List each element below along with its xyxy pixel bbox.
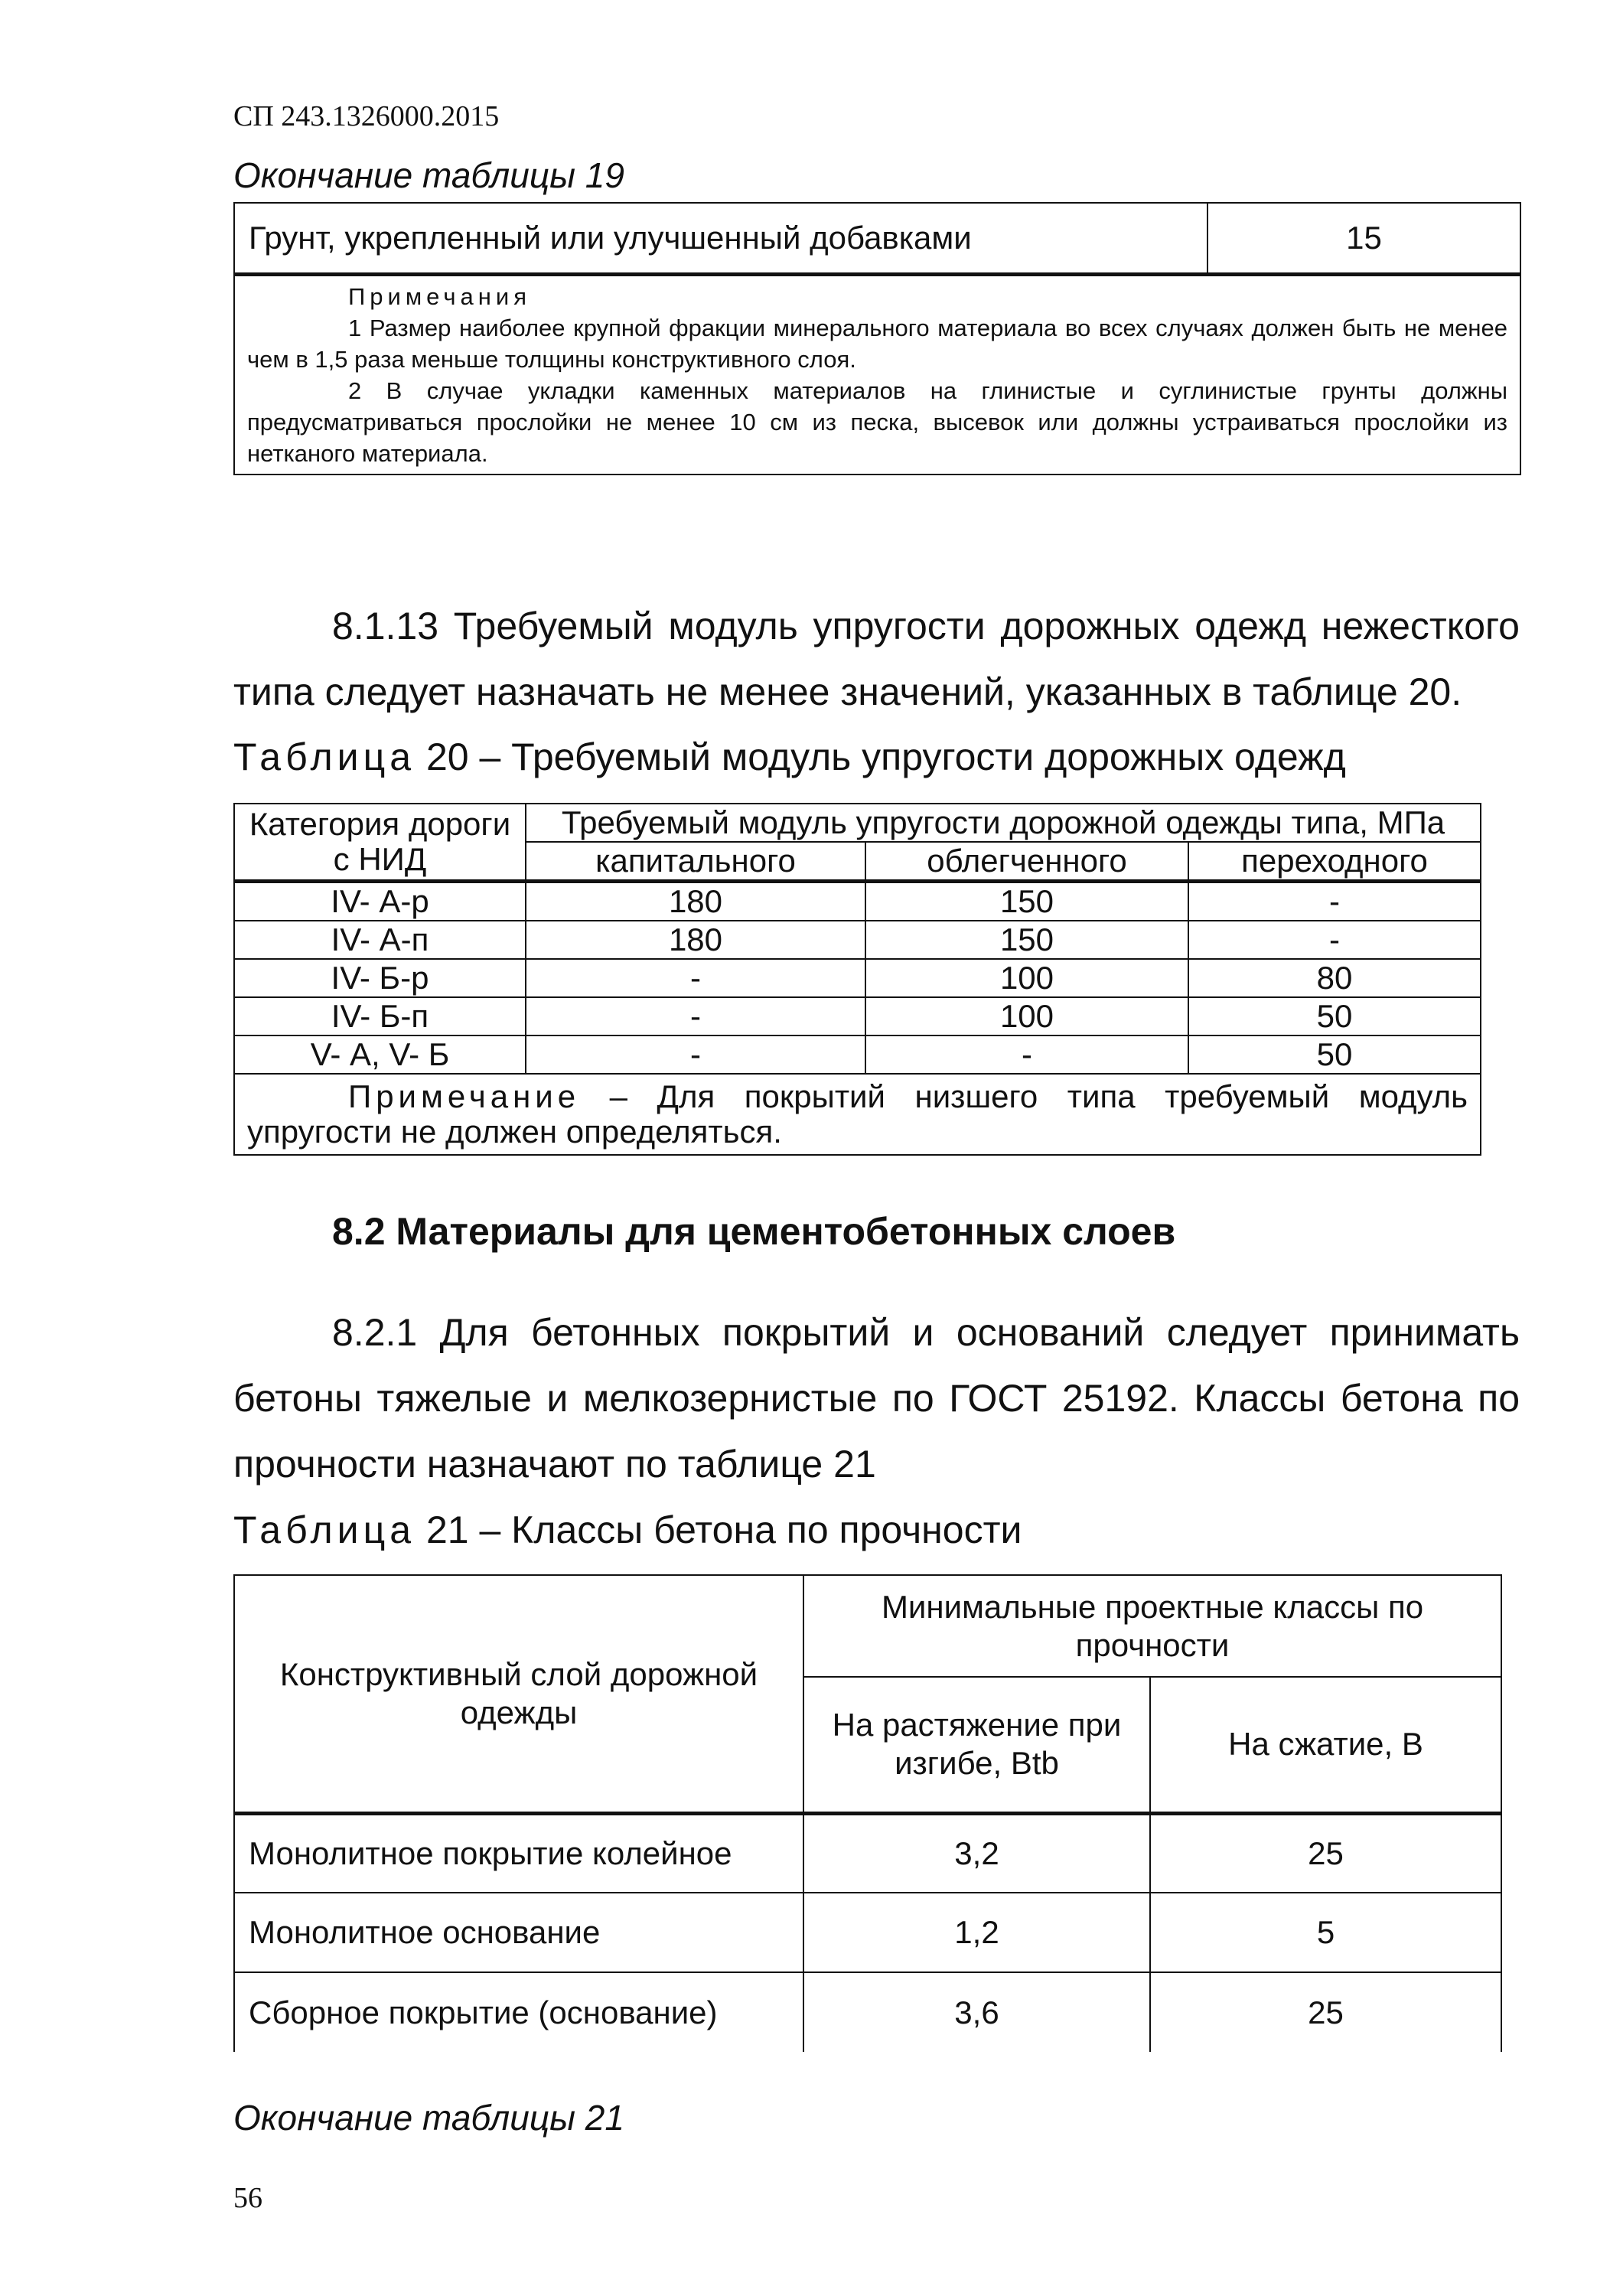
note-item: 1 Размер наиболее крупной фракции минерального материала во всех случаях должен быть не менее чем в 1,5 раза меньше толщины конструктивного слоя. (247, 314, 1507, 373)
table20-caption (233, 735, 1346, 779)
table-cell: 15 (1207, 203, 1520, 274)
page-number: 56 (233, 2182, 262, 2214)
header-group: Требуемый модуль упругости дорожной одежды типа, МПа (526, 804, 1481, 842)
table-note (234, 1074, 1481, 1155)
table-row (234, 882, 1481, 921)
table-row (234, 921, 1481, 959)
header-capital: капитального (526, 842, 865, 882)
section-heading: 8.2 Материалы для цементобетонных слоев (332, 1210, 1176, 1253)
table-cell: 50 (1188, 997, 1481, 1035)
table-cell: 150 (865, 882, 1188, 921)
table-cell: - (1188, 882, 1481, 921)
table-cell: 80 (1188, 959, 1481, 997)
note-item: 2 В случае укладки каменных материалов на глинистые и суглинистые грунты должны предусматриваться прослойки не менее 10 см из песка, высевок или должны устраиваться прослойки из нетканого материала. (247, 377, 1507, 467)
table-row (234, 1813, 1501, 1893)
caption-label: Таблица (233, 735, 416, 778)
table-20 (233, 803, 1481, 1156)
header-group: Минимальные проектные классы по прочности (803, 1575, 1501, 1677)
table-row (234, 997, 1481, 1035)
table-cell: V- А, V- Б (234, 1035, 526, 1074)
table-cell: - (526, 959, 865, 997)
caption-text: 21 – Классы бетона по прочности (416, 1508, 1022, 1551)
table-cell: 1,2 (803, 1893, 1150, 1972)
table-cell: IV- А-р (234, 882, 526, 921)
header-tension: На растяжение при изгибе, Btb (803, 1677, 1150, 1813)
table-cell: 100 (865, 997, 1188, 1035)
table-cell: Грунт, укрепленный или улучшенный добавками (234, 203, 1207, 274)
table-cell: Сборное покрытие (основание) (234, 1972, 803, 2052)
table-cell: - (526, 997, 865, 1035)
table19-continuation-caption: Окончание таблицы 19 (233, 155, 624, 195)
notes-title: Примечания (348, 282, 531, 310)
table-cell: 25 (1150, 1972, 1501, 2052)
note-text: – Для покрытий низшего типа требуемый модуль упругости не должен определяться. (247, 1078, 1468, 1150)
table-cell: Монолитное покрытие колейное (234, 1813, 803, 1893)
header-category: Категория дороги с НИД (234, 804, 526, 882)
table-cell: 3,2 (803, 1813, 1150, 1893)
table-cell: - (1188, 921, 1481, 959)
table-row (234, 1893, 1501, 1972)
table-cell: 5 (1150, 1893, 1501, 1972)
table-cell: IV- А-п (234, 921, 526, 959)
table-cell: 150 (865, 921, 1188, 959)
table21-caption (233, 1508, 1022, 1552)
table-cell: IV- Б-р (234, 959, 526, 997)
table-cell: 100 (865, 959, 1188, 997)
caption-text: 20 – Требуемый модуль упругости дорожных одежд (416, 735, 1346, 778)
table-notes (234, 274, 1520, 475)
header-transitional: переходного (1188, 842, 1481, 882)
table-cell: - (526, 1035, 865, 1074)
table-19-end (233, 202, 1521, 475)
table-row (234, 1972, 1501, 2052)
table-row (234, 1035, 1481, 1074)
table-cell: IV- Б-п (234, 997, 526, 1035)
note-label: Примечание (348, 1078, 581, 1114)
table-row (234, 959, 1481, 997)
table-cell: 180 (526, 882, 865, 921)
header-layer: Конструктивный слой дорожной одежды (234, 1575, 803, 1813)
table-cell: - (865, 1035, 1188, 1074)
table21-continuation-caption: Окончание таблицы 21 (233, 2098, 624, 2138)
table-cell: 3,6 (803, 1972, 1150, 2052)
table-cell: 180 (526, 921, 865, 959)
paragraph-8-2-1: 8.2.1 Для бетонных покрытий и оснований следует принимать бетоны тяжелые и мелкозернистые по ГОСТ 25192. Классы бетона по прочности назначают по таблице 21 (233, 1311, 1520, 1486)
document-code: СП 243.1326000.2015 (233, 100, 500, 132)
header-compression: На сжатие, B (1150, 1677, 1501, 1813)
header-lightweight: облегченного (865, 842, 1188, 882)
table-cell: 25 (1150, 1813, 1501, 1893)
table-21 (233, 1574, 1502, 2052)
caption-label: Таблица (233, 1508, 416, 1551)
table-row (234, 203, 1520, 274)
table-cell: Монолитное основание (234, 1893, 803, 1972)
table-cell: 50 (1188, 1035, 1481, 1074)
paragraph-8-1-13: 8.1.13 Требуемый модуль упругости дорожных одежд нежесткого типа следует назначать не менее значений, указанных в таблице 20. (233, 605, 1520, 713)
